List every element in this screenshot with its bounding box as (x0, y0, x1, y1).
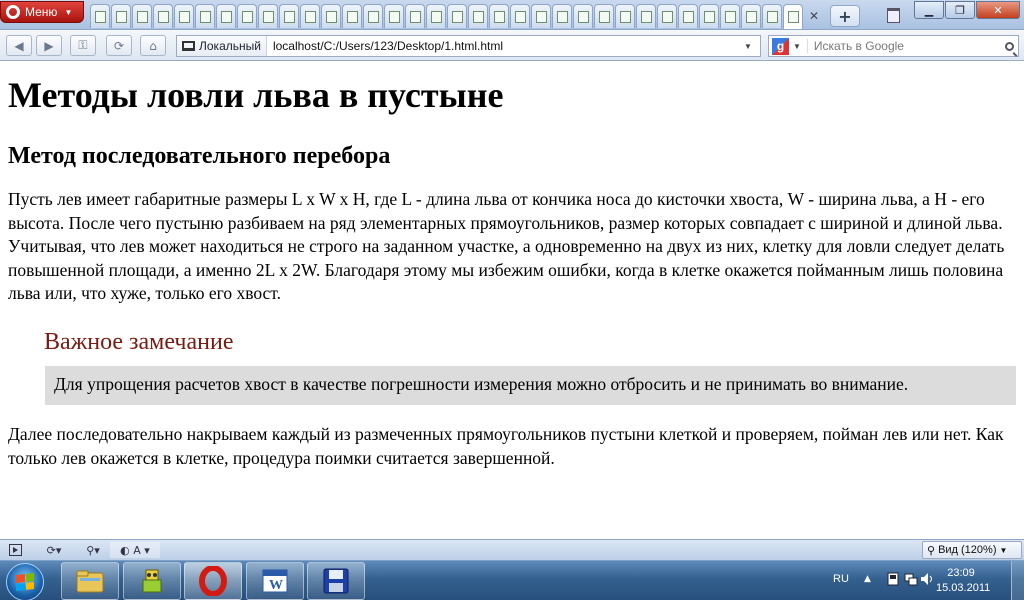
tab-active[interactable] (783, 4, 803, 29)
page-icon (179, 11, 190, 23)
tab[interactable] (657, 4, 677, 28)
key-icon: ⚿ (78, 38, 88, 52)
robot-icon (139, 567, 165, 595)
tab[interactable] (90, 4, 110, 28)
opera-icon (198, 566, 228, 596)
page-viewport (0, 62, 1024, 538)
tab[interactable] (552, 4, 572, 28)
page-icon (557, 11, 568, 23)
page-icon (200, 11, 211, 23)
minimize-button[interactable] (914, 1, 944, 19)
panel-icon (9, 544, 22, 556)
page-icon (116, 11, 127, 23)
language-indicator[interactable]: RU (833, 573, 849, 585)
page-icon (158, 11, 169, 23)
note-heading: Важное замечание (44, 328, 234, 355)
taskbar-app[interactable] (307, 562, 365, 600)
tab[interactable] (342, 4, 362, 28)
page-icon (641, 11, 652, 23)
page-icon (347, 11, 358, 23)
tab[interactable] (573, 4, 593, 28)
search-icon[interactable] (1000, 42, 1018, 51)
tab[interactable] (678, 4, 698, 28)
zoom-control[interactable] (922, 541, 1022, 559)
tab[interactable] (237, 4, 257, 28)
chevron-down-icon: ▼ (64, 7, 73, 17)
page-icon (242, 11, 253, 23)
turbo-icon: ◐ A ▾ (120, 543, 150, 557)
page-icon (95, 11, 106, 23)
page-icon (326, 11, 337, 23)
home-button[interactable] (140, 35, 166, 56)
unite-icon: ⚲▾ (86, 543, 100, 557)
tab[interactable] (132, 4, 152, 28)
page-icon (578, 11, 589, 23)
security-badge-label: Локальный (199, 39, 261, 53)
reload-button[interactable] (106, 35, 132, 56)
tab[interactable] (384, 4, 404, 28)
page-icon (788, 11, 799, 23)
page-icon (725, 11, 736, 23)
chevron-down-icon[interactable]: ▼ (744, 41, 752, 51)
tab[interactable] (405, 4, 425, 28)
taskbar-explorer[interactable] (61, 562, 119, 600)
tab[interactable] (762, 4, 782, 28)
tab[interactable] (300, 4, 320, 28)
navigation-toolbar (0, 30, 1024, 61)
google-icon[interactable]: g (772, 38, 789, 55)
tab[interactable] (111, 4, 131, 28)
page-icon (305, 11, 316, 23)
windows-logo-icon (16, 573, 34, 591)
chevron-down-icon[interactable]: ▼ (793, 41, 801, 51)
tab[interactable] (699, 4, 719, 28)
tab-strip (90, 4, 824, 28)
page-icon (263, 11, 274, 23)
close-icon: ✕ (993, 3, 1003, 17)
note-box: Для упрощения расчетов хвост в качестве погрешности измерения можно отбросить и не принимать во внимание. (45, 366, 1016, 406)
panel-toggle-button[interactable] (6, 542, 24, 558)
status-bar (0, 539, 1024, 560)
clock-time: 23:09 (947, 567, 975, 579)
plus-icon: + (838, 6, 852, 26)
tab[interactable] (720, 4, 740, 28)
tab[interactable] (741, 4, 761, 28)
page-icon (662, 11, 673, 23)
address-field[interactable] (176, 35, 761, 57)
tab[interactable] (216, 4, 236, 28)
tab[interactable] (447, 4, 467, 28)
page-icon (137, 11, 148, 23)
tab[interactable] (636, 4, 656, 28)
tab[interactable] (363, 4, 383, 28)
forward-button[interactable] (36, 35, 62, 56)
volume-icon[interactable] (920, 572, 934, 586)
tab[interactable] (510, 4, 530, 28)
page-icon (536, 11, 547, 23)
page-icon (389, 11, 400, 23)
home-icon: ⌂ (149, 38, 157, 53)
folder-icon (75, 568, 105, 594)
sync-icon: ⟳▾ (46, 543, 62, 557)
page-icon (221, 11, 232, 23)
tab[interactable] (174, 4, 194, 28)
monitor-icon (182, 41, 195, 51)
page-title: Методы ловли льва в пустыне (8, 75, 504, 115)
maximize-button[interactable] (945, 1, 975, 19)
chevron-down-icon: ▼ (999, 545, 1008, 555)
network-icon[interactable] (904, 572, 918, 586)
unite-button[interactable] (78, 542, 108, 558)
back-button[interactable] (6, 35, 32, 56)
minimize-icon: ▁ (924, 3, 934, 17)
page-icon (704, 11, 715, 23)
page-icon (494, 11, 505, 23)
show-desktop-button[interactable] (1011, 561, 1024, 600)
arrow-left-icon: ◀ (14, 38, 24, 53)
close-window-button[interactable] (976, 1, 1020, 19)
tab[interactable] (594, 4, 614, 28)
turbo-button[interactable] (110, 542, 160, 558)
page-icon (746, 11, 757, 23)
opera-logo-icon (6, 5, 20, 19)
page-icon (284, 11, 295, 23)
wand-button[interactable] (70, 35, 96, 56)
tab[interactable] (321, 4, 341, 28)
svg-text:W: W (269, 578, 283, 593)
menu-label: Меню (25, 5, 58, 19)
site-security-badge[interactable] (177, 36, 267, 56)
page-icon (431, 11, 442, 23)
clock[interactable] (936, 566, 991, 596)
search-placeholder[interactable]: Искать в Google (807, 39, 1000, 53)
url-text[interactable]: localhost/C:/Users/123/Desktop/1.html.html (272, 39, 504, 53)
taskbar-opera[interactable] (184, 562, 242, 600)
closed-tabs-trash-button[interactable] (882, 4, 904, 26)
search-field[interactable] (768, 35, 1019, 57)
page-icon (515, 11, 526, 23)
zoom-icon: ⚲ (927, 544, 936, 557)
new-tab-button[interactable] (830, 5, 860, 27)
tab[interactable] (489, 4, 509, 28)
page-icon (620, 11, 631, 23)
page-icon (473, 11, 484, 23)
restore-icon: ❐ (955, 3, 965, 17)
tab[interactable] (615, 4, 635, 28)
opera-menu-button[interactable] (0, 1, 84, 23)
page-icon (452, 11, 463, 23)
page-icon (599, 11, 610, 23)
zoom-label: Вид (120%) (938, 544, 997, 556)
word-icon (260, 567, 290, 595)
taskbar-app[interactable] (123, 562, 181, 600)
page-icon (410, 11, 421, 23)
reload-icon: ⟳ (113, 38, 125, 53)
window-controls (914, 1, 1020, 19)
clock-date: 15.03.2011 (936, 582, 991, 594)
page-icon (767, 11, 778, 23)
tab[interactable] (468, 4, 488, 28)
tab[interactable] (153, 4, 173, 28)
tab[interactable] (258, 4, 278, 28)
arrow-right-icon: ▶ (44, 38, 54, 53)
tab-bar (0, 0, 1024, 30)
taskbar-word[interactable] (246, 562, 304, 600)
section-heading: Метод последовательного перебора (8, 143, 391, 169)
tab[interactable] (195, 4, 215, 28)
paragraph: Далее последовательно накрываем каждый из размеченных прямоугольников пустыни клеткой и проверяем, пойман лев или нет. Как только лев окажется в клетке, процедура поимки считается завершенной. (8, 424, 1004, 468)
show-hidden-icons-icon[interactable]: ▲ (864, 574, 871, 584)
sync-button[interactable] (36, 542, 72, 558)
tab[interactable] (426, 4, 446, 28)
tab[interactable] (531, 4, 551, 28)
tab[interactable] (279, 4, 299, 28)
device-icon[interactable] (886, 572, 900, 586)
start-button[interactable] (6, 563, 44, 600)
page-icon (683, 11, 694, 23)
floppy-disk-icon (321, 566, 351, 596)
close-tab-icon[interactable]: ✕ (808, 9, 820, 23)
page-icon (368, 11, 379, 23)
paragraph: Пусть лев имеет габаритные размеры L x W x H, где L - длина льва от кончика носа до кисточки хвоста, W - ширина льва, а H - его высота. После чего пустыню разбиваем на ряд элементарных прямоугольников, размер которых совпадает с шириной и длиной льва. Учитывая, что лев может находиться не строго на заданном участке, а одновременно на двух из них, клетку для ловли следует делать повышенной площади, а именно 2L x 2W. Благодаря этому мы избежим ошибки, когда в клетке окажется пойманным лишь половина льва или, что хуже, только его хвост. (8, 189, 1005, 303)
windows-taskbar (0, 560, 1024, 600)
trash-icon (887, 8, 900, 23)
